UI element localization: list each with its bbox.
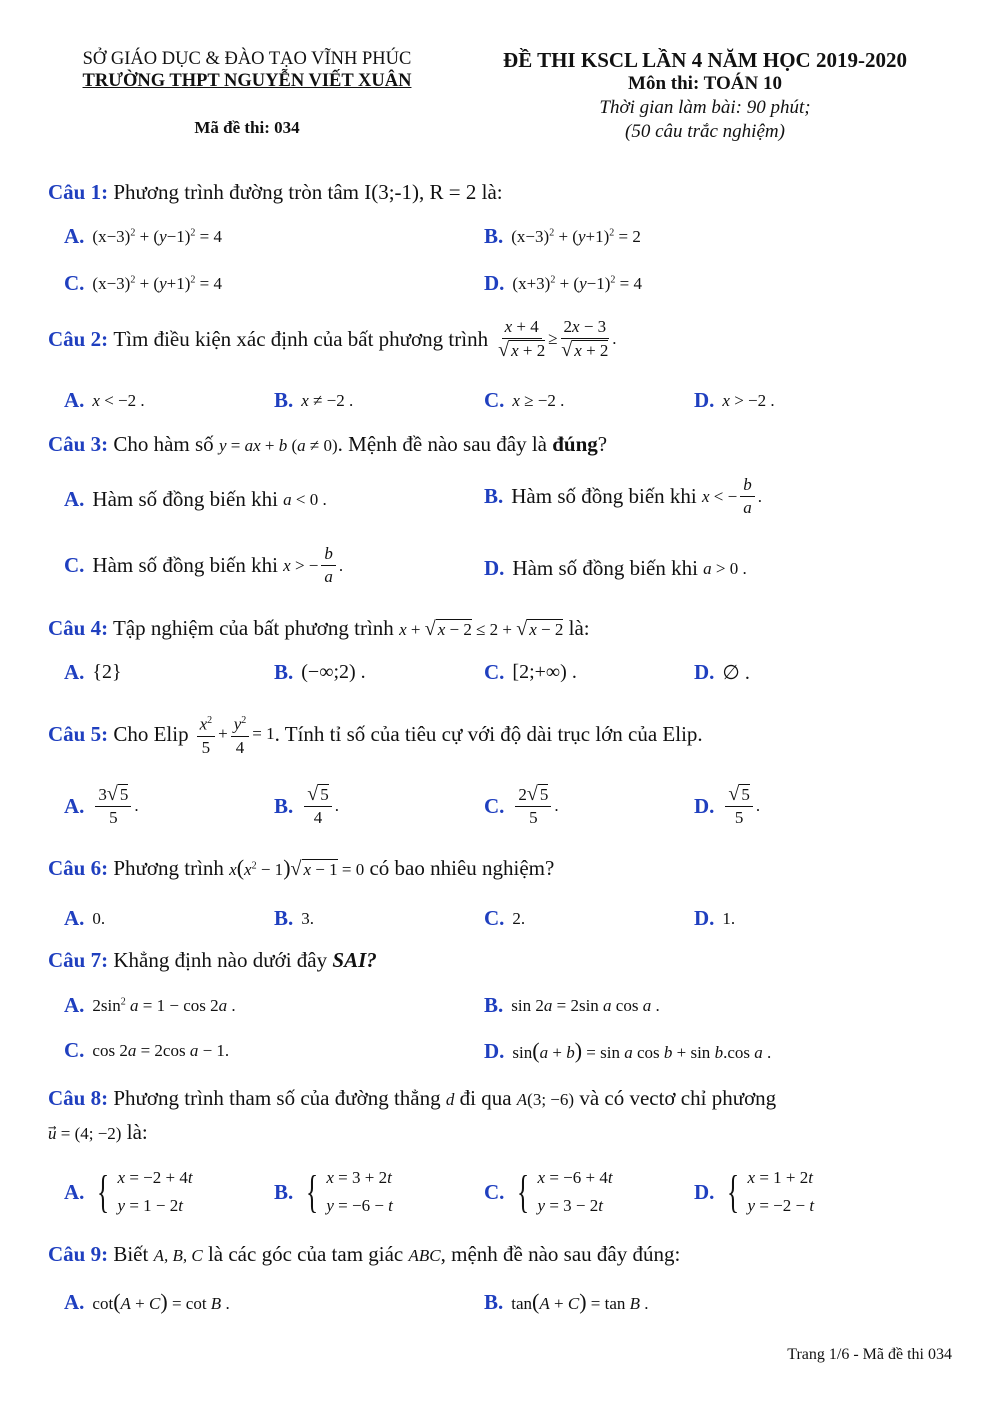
q6-option-c[interactable] [484,906,525,931]
option-formula: x < − [702,486,738,506]
option-formula: x > −2 . [722,390,775,410]
question-end: . Tính tỉ số của tiêu cự với độ dài trục lớn của Elip. [274,721,703,746]
option-label: D. [484,556,505,580]
question-label: Câu 2: [48,326,109,351]
option-label: B. [484,484,504,508]
q4-inequality: x + √ x − 2 ≤ 2 + √ x − 2 [399,618,564,640]
question-text: Cho hàm số [113,432,214,456]
option-label: A. [64,388,85,412]
question-text: Cho Elip [113,721,189,746]
angles: A, B, C [153,1246,203,1265]
q8-option-d[interactable] [694,1164,814,1220]
option-system: { x = 1 + 2t y = −2 − t [727,1166,815,1217]
option-value: 2. [512,908,526,928]
option-formula: $(x-3)^2 + (y-1)^2 = 4$ [92,226,222,246]
question-8-line-2 [48,1120,148,1145]
option-label: B. [274,660,294,684]
page-footer: Trang 1/6 - Mã đề thi 034 [787,1346,952,1363]
q5-option-b[interactable]: B. $\frac{√ 5}{4}$ . [274,783,339,827]
q6-option-d[interactable] [694,906,735,931]
question-text: Tìm điều kiện xác định của bất phương trình [113,326,489,351]
option-label: C. [64,1038,85,1062]
question-label: Câu 3: [48,432,109,456]
q4-option-d[interactable] [694,660,750,685]
option-fraction: $\frac{b}{a}$ [321,543,336,588]
question-2: Câu 2: Tìm điều kiện xác định của bất phương trình $\frac{x + 4}{√ x + 2}$ ≥ $\frac{2x - 3}{√ x + 2}$ . [48,317,617,361]
option-fraction: $\frac{√ 5}{5}$ [725,783,752,829]
option-formula: x ≠ −2 . [301,390,354,410]
question-end: có bao nhiêu nghiệm? [369,856,555,880]
question-9 [48,1242,680,1267]
option-label: A. [64,793,85,818]
option-label: A. [64,487,85,511]
option-label: B. [274,906,294,930]
option-text: Hàm số đồng biến khi [92,487,278,511]
option-label: B. [274,793,294,818]
option-label: B. [274,1179,294,1204]
question-label: Câu 5: [48,721,109,746]
option-label: D. [484,1038,505,1063]
q8-option-b[interactable] [274,1164,393,1220]
option-label: C. [64,553,85,577]
q6-option-a[interactable] [64,906,105,931]
q5-x-fraction: $\frac{x^2}{5}$ [197,710,216,759]
option-label: D. [694,388,715,412]
option-label: D. [484,271,505,295]
q1-option-d[interactable] [484,271,642,296]
q9-option-a[interactable] [64,1289,230,1315]
option-formula: $(x+3)^2 + (y-1)^2 = 4$ [512,273,642,293]
header-left [40,48,454,92]
q5-option-c[interactable]: C. $\frac{2√ 5}{5}$ . [484,783,559,827]
option-label: C. [484,388,505,412]
q3-option-c[interactable]: C. Hàm số đồng biến khi x > − $\frac{b}{a}$ . [64,544,344,586]
option-label: D. [694,906,715,930]
q8-option-a[interactable] [64,1164,193,1220]
question-count: (50 câu trắc nghiệm) [625,121,785,142]
option-fraction: $\frac{b}{a}$ [740,474,755,519]
option-label: A. [64,1289,85,1314]
q2-option-b[interactable] [274,388,353,413]
header-right [470,48,940,144]
q3-option-b[interactable]: B. Hàm số đồng biến khi x < − $\frac{b}{a}$ . [484,475,762,517]
option-value: 3. [301,908,315,928]
question-text: Phương trình tham số của đường thẳng [113,1086,441,1110]
option-label: D. [694,1179,715,1204]
option-formula: [2;+∞) . [512,661,577,683]
option-formula: sin 2a = 2sin a cos a . [511,995,660,1015]
option-formula: a < 0 . [283,489,327,509]
question-mid: là các góc của tam giác [207,1242,404,1266]
option-formula: cos 2a = 2cos a − 1. [92,1040,230,1060]
triangle-name: ABC [408,1246,441,1265]
question-label: Câu 4: [48,616,109,640]
q7-option-b[interactable] [484,993,660,1018]
option-formula: x < −2 . [92,390,145,410]
point-a: A(3; −6) [516,1090,575,1109]
question-text: Phương trình [113,856,224,880]
question-end-2: là: [126,1120,148,1144]
option-system: { x = −2 + 4t y = 1 − 2t [97,1166,193,1217]
option-text: Hàm số đồng biến khi [512,556,698,580]
option-label: C. [484,906,505,930]
school-name: TRƯỜNG THPT NGUYỄN VIẾT XUÂN [82,71,412,91]
question-label: Câu 8: [48,1086,109,1110]
option-label: B. [484,1289,504,1314]
q5-option-a[interactable]: A. $\frac{3√ 5}{5}$ . [64,783,139,827]
option-formula: sin(a + b) = sin a cos b + sin b.cos a . [512,1038,772,1063]
department-name: SỞ GIÁO DỤC & ĐÀO TẠO VĨNH PHÚC [82,49,412,69]
q2-option-a[interactable] [64,388,145,413]
q9-option-b[interactable] [484,1289,649,1315]
exam-code: Mã đề thi: 034 [194,118,300,137]
q2-rhs-fraction: $\frac{2x - 3}{√ x + 2}$ [561,317,609,361]
question-text: Tập nghiệm của bất phương trình [112,616,394,640]
option-fraction: $\frac{3√ 5}{5}$ [95,783,131,829]
q4-option-c[interactable] [484,660,577,685]
option-label: C. [484,660,505,684]
option-system: { x = −6 + 4t y = 3 − 2t [517,1166,613,1217]
option-formula: (−∞;2) . [301,661,366,683]
option-label: D. [694,793,715,818]
option-formula: ∅ . [722,662,750,684]
option-label: A. [64,993,85,1017]
question-1 [48,180,503,205]
option-text: Hàm số đồng biến khi [511,484,697,508]
question-label: Câu 6: [48,856,109,880]
question-8 [48,1086,776,1111]
option-formula: {2} [92,661,122,683]
question-text: Phương trình đường tròn tâm I(3;-1), R = 2 là: [113,180,503,204]
question-6 [48,855,554,881]
option-value: 1. [722,908,736,928]
question-end: và có vectơ chỉ phương [579,1086,777,1110]
line-name: d [445,1090,455,1109]
question-text-2: . Mệnh đề nào sau đây là [337,432,547,456]
question-text: Biết [113,1242,149,1266]
option-fraction: $\frac{2√ 5}{5}$ [515,783,551,829]
q4-option-a[interactable] [64,660,122,685]
q5-y-fraction: $\frac{y^2}{4}$ [231,710,250,759]
option-formula: $(x-3)^2 + (y+1)^2 = 4$ [92,273,222,293]
option-formula: tan(A + C) = tan B . [511,1289,649,1314]
exam-title: ĐỀ THI KSCL LẦN 4 NĂM HỌC 2019-2020 [503,48,907,72]
question-3 [48,432,607,457]
option-label: B. [484,224,504,248]
q7-option-d[interactable] [484,1038,771,1064]
question-mid: đi qua [459,1086,512,1110]
question-text: Khẳng định nào dưới đây [113,948,328,972]
option-fraction: $\frac{√ 5}{4}$ [304,783,331,829]
question-5: Câu 5: Cho Elip $\frac{x^2}{5}$ + $\frac{y^2}{4}$ = 1 . Tính tỉ số của tiêu cự với độ dài trục lớn của Elip. [48,710,703,759]
option-formula: x > − [283,555,319,575]
question-4 [48,616,590,641]
q6-option-b[interactable] [274,906,314,931]
question-end: , mệnh đề nào sau đây đúng: [440,1242,681,1266]
option-text: Hàm số đồng biến khi [92,553,278,577]
option-label: A. [64,660,85,684]
direction-vector: u⃗ = (4; −2) [48,1124,122,1143]
option-formula: x ≥ −2 . [512,390,565,410]
question-label: Câu 7: [48,948,109,972]
q7-option-a[interactable] [64,993,236,1018]
q2-option-c[interactable] [484,388,564,413]
option-label: A. [64,906,85,930]
option-label: B. [274,388,294,412]
q4-option-b[interactable] [274,660,366,685]
question-emphasis: đúng [552,432,598,456]
option-label: B. [484,993,504,1017]
option-formula: a > 0 . [703,558,747,578]
question-label: Câu 9: [48,1242,109,1266]
option-label: A. [64,1179,85,1204]
option-label: D. [694,660,715,684]
q1-option-c[interactable] [64,271,222,296]
option-label: C. [484,1179,505,1204]
option-label: A. [64,224,85,248]
option-formula: $(x-3)^2 + (y+1)^2 = 2$ [511,226,641,246]
option-value: 0. [92,908,106,928]
q2-lhs-fraction: $\frac{x + 4}{√ x + 2}$ [498,317,546,361]
option-system: { x = 3 + 2t y = −6 − t [306,1166,393,1217]
subject: Môn thi: TOÁN 10 [628,73,782,94]
option-formula: cot(A + C) = cot B . [92,1289,230,1314]
q3-option-a[interactable] [64,487,327,512]
q7-option-c[interactable] [64,1038,229,1063]
question-end: là: [568,616,590,640]
question-7 [48,948,377,973]
option-label: C. [64,271,85,295]
option-formula: $2\sin^2$ a = 1 − cos 2a . [92,995,236,1015]
q1-option-b[interactable] [484,224,641,249]
q5-option-d[interactable]: D. $\frac{√ 5}{5}$ . [694,783,761,827]
question-emphasis: SAI? [332,948,377,972]
option-label: C. [484,793,505,818]
q2-option-d[interactable] [694,388,775,413]
question-end: ? [597,432,608,456]
q1-option-a[interactable] [64,224,222,249]
q3-option-d[interactable] [484,556,747,581]
q3-function-formula: y = ax + b (a ≠ 0) [218,436,338,455]
duration: Thời gian làm bài: 90 phút; [599,97,811,118]
question-label: Câu 1: [48,180,109,204]
q8-option-c[interactable] [484,1164,613,1220]
q6-equation: $x(x^2 - 1)√$ x − 1 = 0 [229,855,365,880]
